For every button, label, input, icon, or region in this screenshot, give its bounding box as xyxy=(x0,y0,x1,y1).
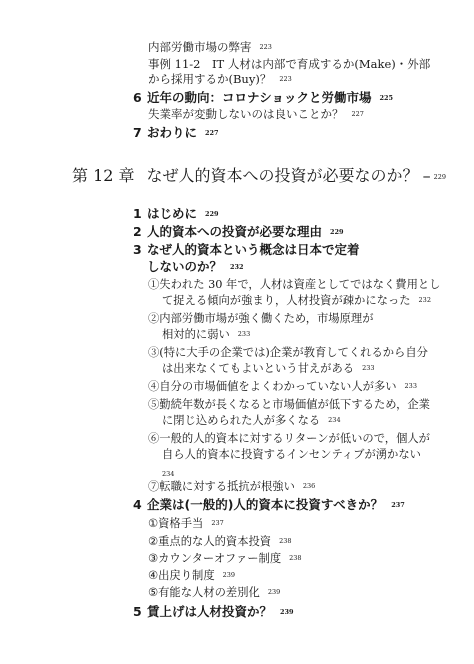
toc-item[interactable] xyxy=(148,587,280,598)
section-number: 2 xyxy=(133,224,142,239)
item-text: て捉える傾向が強まり，人材投資が疎かになった xyxy=(162,294,411,307)
toc-section-continued[interactable] xyxy=(147,261,244,274)
page-number: 223 xyxy=(279,75,292,83)
toc-item-continued[interactable] xyxy=(162,415,341,426)
item-text: ③(特に大手の企業では)企業が教育してくれるから自分 xyxy=(148,346,428,359)
item-text: ⑤有能な人材の差別化 xyxy=(148,586,260,599)
item-text: ③カウンターオファー制度 xyxy=(148,552,282,565)
toc-section[interactable] xyxy=(133,244,360,257)
entry-text: から採用するか(Buy)？ xyxy=(148,72,272,86)
section-number: 4 xyxy=(133,497,142,512)
section-title: はじめに xyxy=(147,206,198,221)
section-number: 5 xyxy=(133,604,142,619)
page-number: 229 xyxy=(433,173,446,181)
item-text: に閉じ込められた人が多くなる xyxy=(162,414,321,427)
page-number: 234 xyxy=(162,470,175,478)
toc-item[interactable] xyxy=(148,381,417,392)
toc-item[interactable] xyxy=(148,313,374,324)
toc-section[interactable] xyxy=(133,208,219,221)
item-text: ②内部労働市場が強く働くため，市場原理が xyxy=(148,312,374,325)
toc-item-continued[interactable] xyxy=(162,329,250,340)
toc-item-continued[interactable] xyxy=(162,449,421,460)
chapter-dash: – xyxy=(422,166,431,185)
item-text: は出来なくてもよいという甘えがある xyxy=(162,362,355,375)
toc-entry[interactable] xyxy=(148,74,292,86)
section-title: なぜ人的資本という概念は日本で定着 xyxy=(147,242,360,257)
page-number: 233 xyxy=(237,330,251,338)
toc-entry[interactable] xyxy=(148,109,364,121)
toc-item[interactable] xyxy=(148,399,430,410)
item-text: 自ら人的資本に投資するインセンティブが湧かない xyxy=(162,448,421,461)
toc-section[interactable] xyxy=(133,92,393,105)
page-number: 229 xyxy=(330,228,344,236)
toc-section[interactable] xyxy=(133,226,344,239)
toc-section[interactable] xyxy=(133,127,219,140)
chapter-title: なぜ人的資本への投資が必要なのか？ xyxy=(146,166,419,185)
chapter-heading[interactable] xyxy=(72,168,446,184)
item-text: ⑤勤続年数が長くなると市場価値が低下するため，企業 xyxy=(148,398,430,411)
page-number: 232 xyxy=(230,263,244,271)
entry-text: 失業率が変動しないのは良いことか？ xyxy=(148,107,344,121)
page-number: 234 xyxy=(328,416,341,424)
page-number: 239 xyxy=(267,588,281,596)
page-number: 239 xyxy=(222,571,236,579)
page-number: 233 xyxy=(362,364,375,372)
item-text: ①失われた 30 年で，人材は資産としてではなく費用とし xyxy=(148,278,441,291)
page-number: 233 xyxy=(404,382,417,390)
chapter-label: 第 12 章 xyxy=(72,166,135,185)
item-text: ⑦転職に対する抵抗が根強い xyxy=(148,480,295,493)
section-title: 近年の動向：コロナショックと労働市場 xyxy=(147,90,372,105)
toc-item[interactable] xyxy=(148,481,315,492)
toc-section[interactable] xyxy=(133,606,294,619)
entry-text: 事例 11-2 IT 人材は内部で育成するか(Make)・外部 xyxy=(148,57,431,71)
page-number: 225 xyxy=(379,94,394,102)
page-number: 232 xyxy=(418,296,431,304)
toc-entry[interactable] xyxy=(148,42,272,54)
page-number: 237 xyxy=(391,501,405,509)
toc-item-continued[interactable] xyxy=(162,295,431,306)
toc-item[interactable] xyxy=(148,570,235,581)
section-title: 企業は(一般的)人的資本に投資すべきか？ xyxy=(147,497,384,512)
item-text: 相対的に弱い xyxy=(162,328,230,341)
page-number: 239 xyxy=(280,608,294,616)
page-number: 223 xyxy=(259,43,272,51)
page-number: 238 xyxy=(289,554,302,562)
page-number: 229 xyxy=(205,210,219,218)
toc-item-continued[interactable] xyxy=(162,363,374,374)
item-text: ②重点的な人的資本投資 xyxy=(148,535,272,548)
item-text: ①資格手当 xyxy=(148,517,204,530)
entry-text: 内部労働市場の弊害 xyxy=(148,40,252,54)
page-number: 236 xyxy=(302,482,316,490)
toc-entry[interactable] xyxy=(148,59,430,71)
page-number: 238 xyxy=(279,537,292,545)
section-title: おわりに xyxy=(147,125,198,140)
toc-item[interactable] xyxy=(148,347,428,358)
section-number: 7 xyxy=(133,125,142,140)
section-title: 賃上げは人材投資か？ xyxy=(147,604,273,619)
toc-item[interactable] xyxy=(148,553,302,564)
section-title: 人的資本への投資が必要な理由 xyxy=(147,224,323,239)
toc-item-page-line xyxy=(162,465,174,481)
item-text: ④出戻り制度 xyxy=(148,569,215,582)
item-text: ⑥一般的人的資本に対するリターンが低いので，個人が xyxy=(148,432,430,445)
page-number: 227 xyxy=(205,129,219,137)
toc-item[interactable] xyxy=(148,536,292,547)
toc-section[interactable] xyxy=(133,499,405,512)
page-number: 227 xyxy=(351,110,364,118)
section-number: 1 xyxy=(133,206,142,221)
page-number: 237 xyxy=(211,519,224,527)
section-number: 6 xyxy=(133,90,142,105)
section-number: 3 xyxy=(133,242,142,257)
toc-item[interactable] xyxy=(148,518,224,529)
section-title-continued: しないのか？ xyxy=(147,259,223,274)
item-text: ④自分の市場価値をよくわかっていない人が多い xyxy=(148,380,397,393)
toc-item[interactable] xyxy=(148,279,440,290)
toc-item[interactable] xyxy=(148,433,430,444)
